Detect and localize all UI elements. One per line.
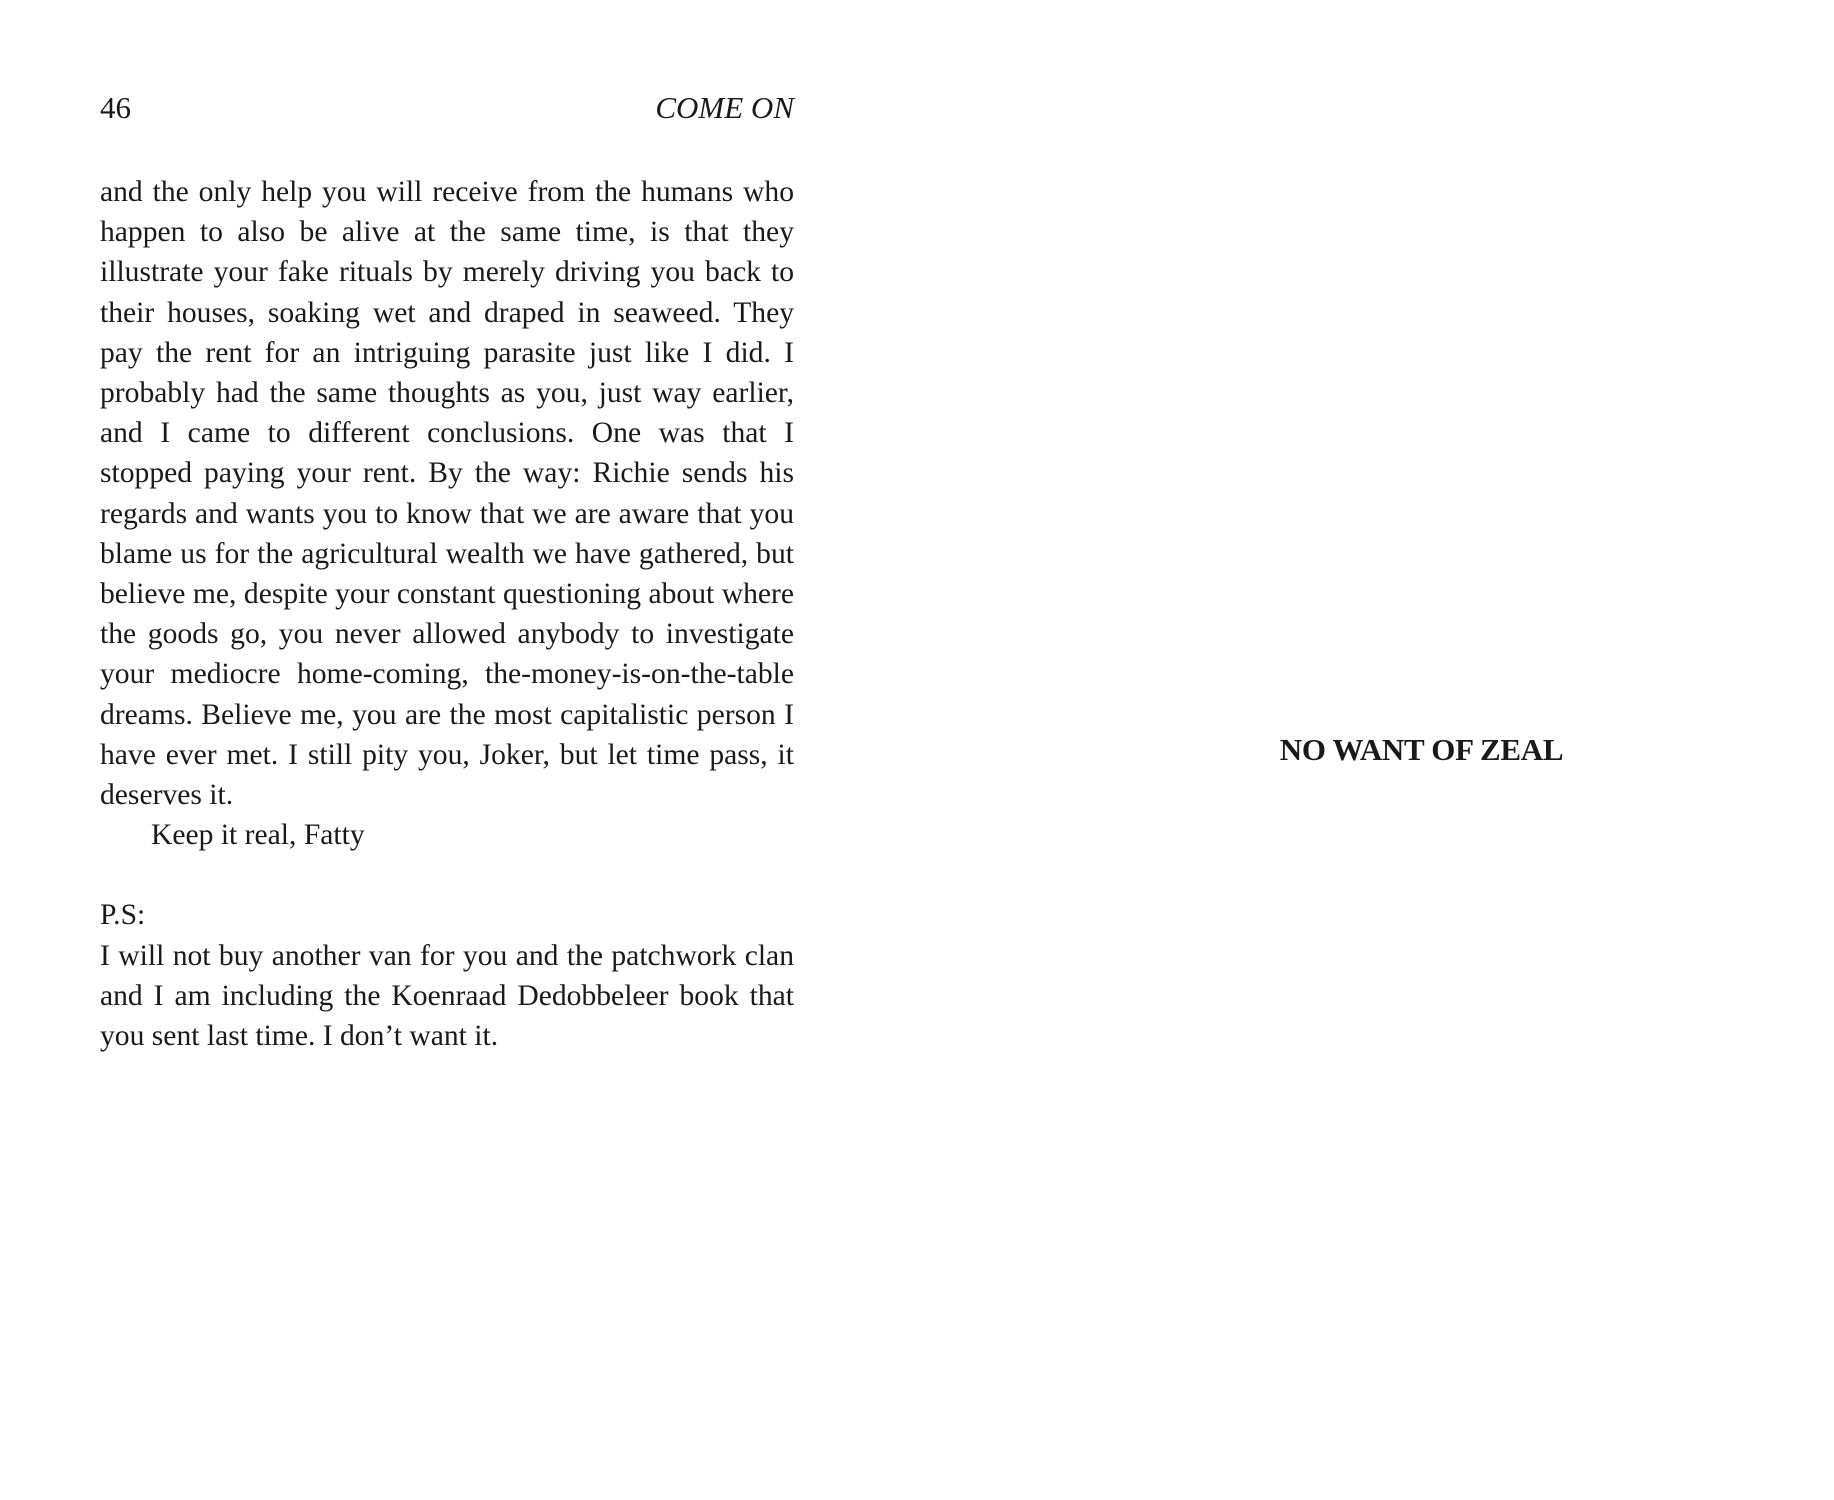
section-title: NO WANT OF ZEAL bbox=[1279, 732, 1564, 767]
letter-text bbox=[100, 172, 794, 1056]
postscript-label: P.S: bbox=[100, 899, 146, 932]
postscript-body: I will not buy another van for you and the patchwork clan and I am including the Koenraad Dedobbeleer book that you sent last time. I don’t want it. bbox=[100, 939, 794, 1053]
letter-closing: Keep it real, Fatty bbox=[151, 819, 365, 852]
running-title: COME ON bbox=[655, 90, 794, 125]
paragraph-gap bbox=[100, 855, 794, 895]
running-head bbox=[100, 88, 794, 128]
main-paragraph: and the only help you will receive from the humans who happen to also be alive at the same time, is that they illustrate your fake rituals by merely driving you back to their houses, soaking wet and draped in seaweed. They pay the rent for an intriguing parasite just like I did. I probably had the same thoughts as you, just way earlier, and I came to different conclusions. One was that I stopped paying your rent. By the way: Richie sends his regards and wants you to know that we are aware that you blame us for the agricultural wealth we have gathered, but believe me, despite your constant questioning about where the goods go, you never allowed anybody to investigate your mediocre home-coming, the-money-is-on-the-table dreams. Believe me, you are the most capitalistic person I have ever met. I still pity you, Joker, but let time pass, it deserves it. bbox=[100, 176, 794, 812]
right-page bbox=[917, 0, 1834, 1500]
page-number: 46 bbox=[100, 90, 131, 125]
